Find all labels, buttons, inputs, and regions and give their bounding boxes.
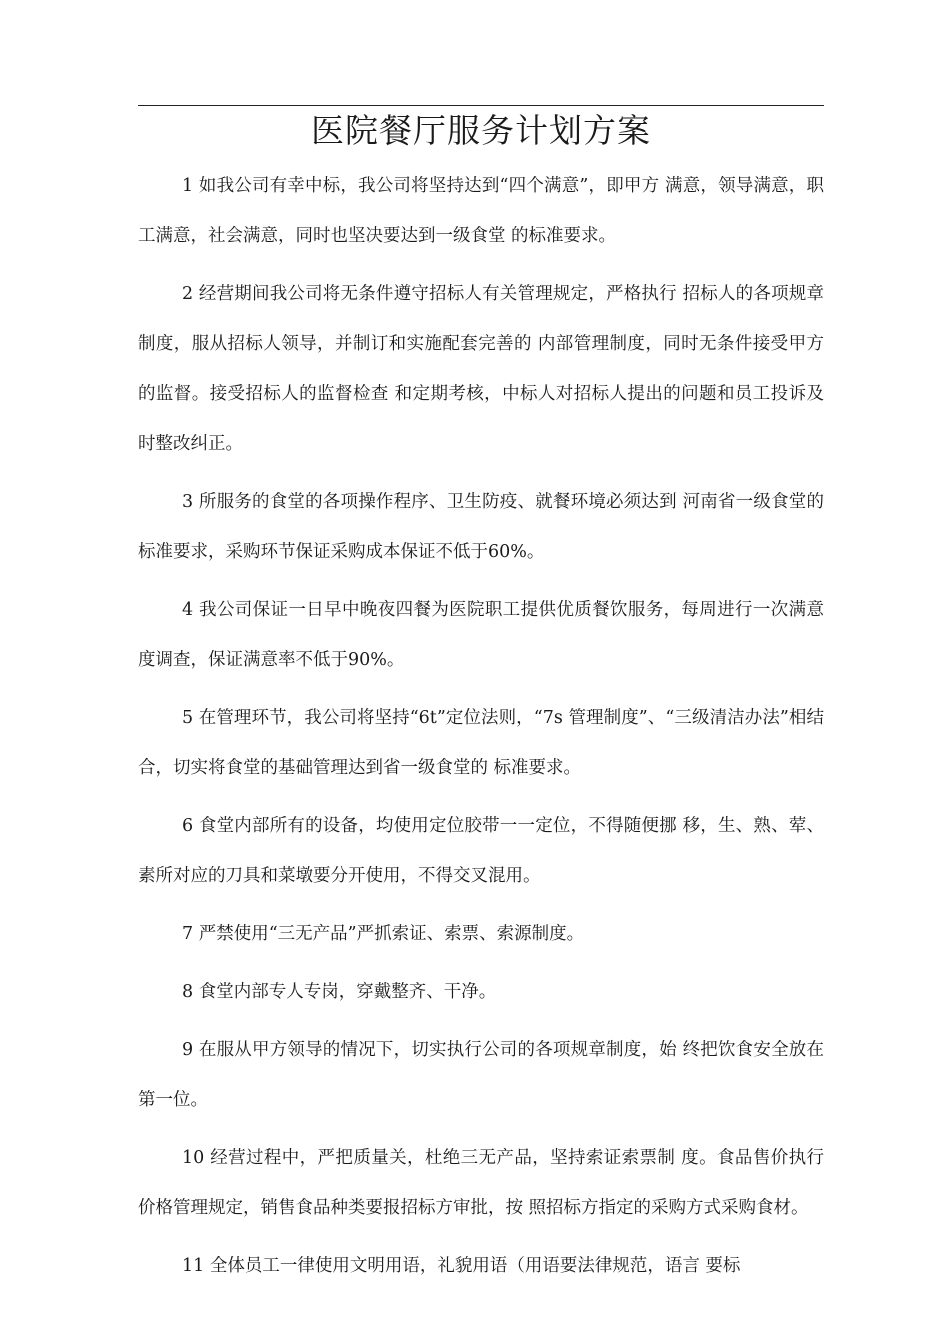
paragraph-3: 3 所服务的食堂的各项操作程序、卫生防疫、就餐环境必须达到 河南省一级食堂的标准要求，采购环节保证采购成本保证不低于60%。 (138, 492, 824, 562)
paragraph-5: 5 在管理环节，我公司将坚持“6t”定位法则，“7s 管理制度”、“三级清洁办法”相结合，切实将食堂的基础管理达到省一级食堂的 标准要求。 (138, 708, 824, 778)
document-title: 医院餐厅服务计划方案 (311, 111, 651, 150)
paragraph-1: 1 如我公司有幸中标，我公司将坚持达到“四个满意”，即甲方 满意，领导满意，职工满意，社会满意，同时也坚决要达到一级食堂 的标准要求。 (138, 176, 824, 246)
paragraph-6: 6 食堂内部所有的设备，均使用定位胶带一一定位，不得随便挪 移，生、熟、荤、素所对应的刀具和菜墩要分开使用，不得交叉混用。 (138, 816, 824, 886)
paragraph-2: 2 经营期间我公司将无条件遵守招标人有关管理规定，严格执行 招标人的各项规章制度，服从招标人领导，并制订和实施配套完善的 内部管理制度，同时无条件接受甲方的监督。接受招标人的监督检查 和定期考核，中标人对招标人提出的问题和员工投诉及时整改纠正。 (138, 284, 824, 454)
paragraph-7: 7 严禁使用“三无产品”严抓索证、索票、索源制度。 (182, 924, 585, 944)
paragraph-11: 11 全体员工一律使用文明用语，礼貌用语（用语要法律规范，语言 要标 (182, 1256, 741, 1276)
paragraph-8: 8 食堂内部专人专岗，穿戴整齐、干净。 (182, 982, 497, 1002)
document-body (138, 161, 824, 1299)
paragraph-10: 10 经营过程中，严把质量关，杜绝三无产品，坚持索证索票制 度。食品售价执行价格管理规定，销售食品种类要报招标方审批，按 照招标方指定的采购方式采购食材。 (138, 1148, 824, 1218)
paragraph-9: 9 在服从甲方领导的情况下，切实执行公司的各项规章制度，始 终把饮食安全放在第一位。 (138, 1040, 824, 1110)
header-rule (138, 105, 824, 106)
paragraph-4: 4 我公司保证一日早中晚夜四餐为医院职工提供优质餐饮服务，每周进行一次满意度调查，保证满意率不低于90%。 (138, 600, 824, 670)
